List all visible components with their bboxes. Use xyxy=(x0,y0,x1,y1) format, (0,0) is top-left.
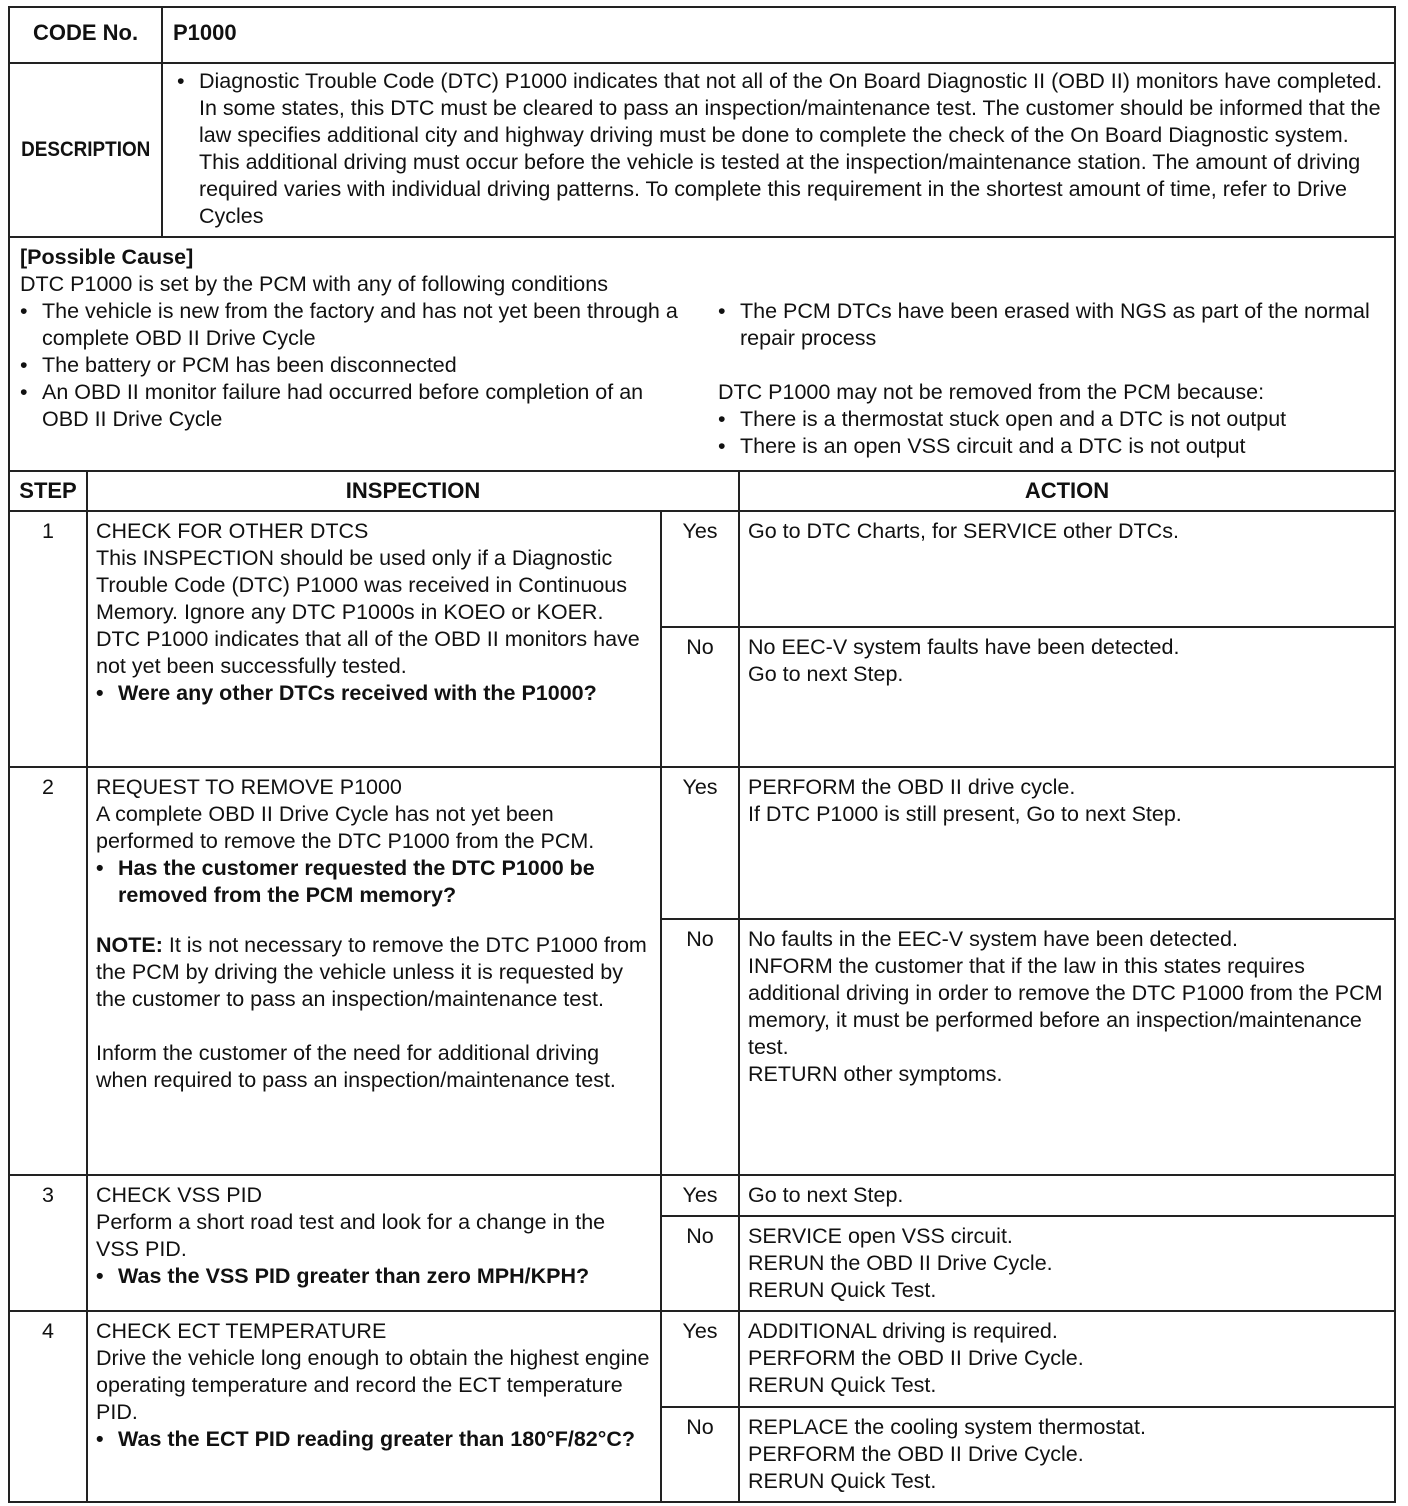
yes-label: Yes xyxy=(661,1311,739,1407)
cause-right-intro: DTC P1000 may not be removed from the PCM because: xyxy=(718,380,1265,404)
yes-label: Yes xyxy=(661,511,739,627)
description-text: • Diagnostic Trouble Code (DTC) P1000 indicates that not all of the On Board Diagnostic II (OBD II) monitors have completed. In some states, this DTC must be cleared to pass an inspection/maintenance test. The customer should be informed that the law specifies additional city and highway driving must be done to complete the check of the On Board Diagnostic system. This additional driving must occur before the vehicle is tested at the inspection/maintenance station. The amount of driving required varies with individual driving patterns. To complete this requirement in the shortest amount of time, refer to Drive Cycles xyxy=(162,63,1395,237)
steps-table xyxy=(8,470,1396,1503)
inspection-header: INSPECTION xyxy=(87,471,739,511)
step-title: REQUEST TO REMOVE P1000 xyxy=(96,775,402,799)
dtc-page xyxy=(8,6,1396,1503)
step-question: • Has the customer requested the DTC P1000 be removed from the PCM memory? xyxy=(96,856,595,907)
yes-action: ADDITIONAL driving is required. PERFORM the OBD II Drive Cycle. RERUN Quick Test. xyxy=(739,1311,1395,1407)
step-question: • Were any other DTCs received with the P1000? xyxy=(96,681,597,705)
step-question: • Was the VSS PID greater than zero MPH/KPH? xyxy=(96,1264,590,1288)
possible-cause-title: [Possible Cause] xyxy=(20,245,194,269)
step-number: 4 xyxy=(9,1311,87,1502)
code-value: P1000 xyxy=(162,7,1395,63)
yes-label: Yes xyxy=(661,767,739,919)
cause-item: • An OBD II monitor failure had occurred before completion of an OBD II Drive Cycle xyxy=(20,380,644,431)
step-number: 1 xyxy=(9,511,87,767)
step-inspection: CHECK ECT TEMPERATURE Drive the vehicle long enough to obtain the highest engine operating temperature and record the ECT temperature PID. • Was the ECT PID reading greater than 180°F/82°C? xyxy=(87,1311,661,1502)
step-number: 2 xyxy=(9,767,87,1175)
step-number: 3 xyxy=(9,1175,87,1311)
yes-action: Go to next Step. xyxy=(739,1175,1395,1216)
cause-item: • There is a thermostat stuck open and a DTC is not output xyxy=(718,407,1287,431)
step-title: CHECK ECT TEMPERATURE xyxy=(96,1319,387,1343)
yes-action: Go to DTC Charts, for SERVICE other DTCs. xyxy=(739,511,1395,627)
step-title: CHECK VSS PID xyxy=(96,1183,263,1207)
code-table xyxy=(8,6,1396,472)
no-action: No EEC-V system faults have been detected. Go to next Step. xyxy=(739,627,1395,767)
possible-cause xyxy=(9,237,1395,471)
cause-item: • The battery or PCM has been disconnected xyxy=(20,353,457,377)
yes-label: Yes xyxy=(661,1175,739,1216)
no-action: No faults in the EEC-V system have been detected. INFORM the customer that if the law in this states requires additional driving in order to remove the DTC P1000 from the PCM memory, it must be performed before an inspection/maintenance test. RETURN other symptoms. xyxy=(739,919,1395,1175)
step-note: NOTE: It is not necessary to remove the DTC P1000 from the PCM by driving the vehicle unless it is requested by the customer to pass an inspection/maintenance test. xyxy=(96,933,647,1011)
step-inform: Inform the customer of the need for additional driving when required to pass an inspection/maintenance test. xyxy=(96,1041,616,1092)
yes-action: PERFORM the OBD II drive cycle. If DTC P1000 is still present, Go to next Step. xyxy=(739,767,1395,919)
no-label: No xyxy=(661,1407,739,1502)
description-label: DESCRIPTION xyxy=(17,63,155,237)
step-inspection: CHECK FOR OTHER DTCS This INSPECTION should be used only if a Diagnostic Trouble Code (DTC) P1000 was received in Continuous Memory. Ignore any DTC P1000s in KOEO or KOER. DTC P1000 indicates that all of the OBD II monitors have not yet been successfully tested. • Were any other DTCs received with the P1000? xyxy=(87,511,661,767)
code-label: CODE No. xyxy=(9,7,162,63)
no-label: No xyxy=(661,627,739,767)
cause-item: • There is an open VSS circuit and a DTC is not output xyxy=(718,434,1246,458)
step-title: CHECK FOR OTHER DTCS xyxy=(96,519,369,543)
step-inspection: CHECK VSS PID Perform a short road test and look for a change in the VSS PID. • Was the VSS PID greater than zero MPH/KPH? xyxy=(87,1175,661,1311)
step-header: STEP xyxy=(9,471,87,511)
no-action: REPLACE the cooling system thermostat. PERFORM the OBD II Drive Cycle. RERUN Quick Test. xyxy=(739,1407,1395,1502)
no-label: No xyxy=(661,919,739,1175)
step-question: • Was the ECT PID reading greater than 180°F/82°C? xyxy=(96,1427,635,1451)
cause-intro: DTC P1000 is set by the PCM with any of following conditions xyxy=(20,272,608,296)
cause-item: • The vehicle is new from the factory and has not yet been through a complete OBD II Drive Cycle xyxy=(20,299,678,350)
action-header: ACTION xyxy=(739,471,1395,511)
no-label: No xyxy=(661,1216,739,1311)
cause-item: • The PCM DTCs have been erased with NGS as part of the normal repair process xyxy=(718,299,1370,350)
step-inspection: REQUEST TO REMOVE P1000 A complete OBD II Drive Cycle has not yet been performed to remove the DTC P1000 from the PCM. • Has the customer requested the DTC P1000 be removed from the PCM memory? NOTE: It is not necessary to remove the DTC P1000 from the PCM by driving the vehicle unless it is requested by the customer to pass an inspection/maintenance test. Inform the customer of the need for additional driving when required to pass an inspection/maintenance test. xyxy=(87,767,661,1175)
no-action: SERVICE open VSS circuit. RERUN the OBD II Drive Cycle. RERUN Quick Test. xyxy=(739,1216,1395,1311)
